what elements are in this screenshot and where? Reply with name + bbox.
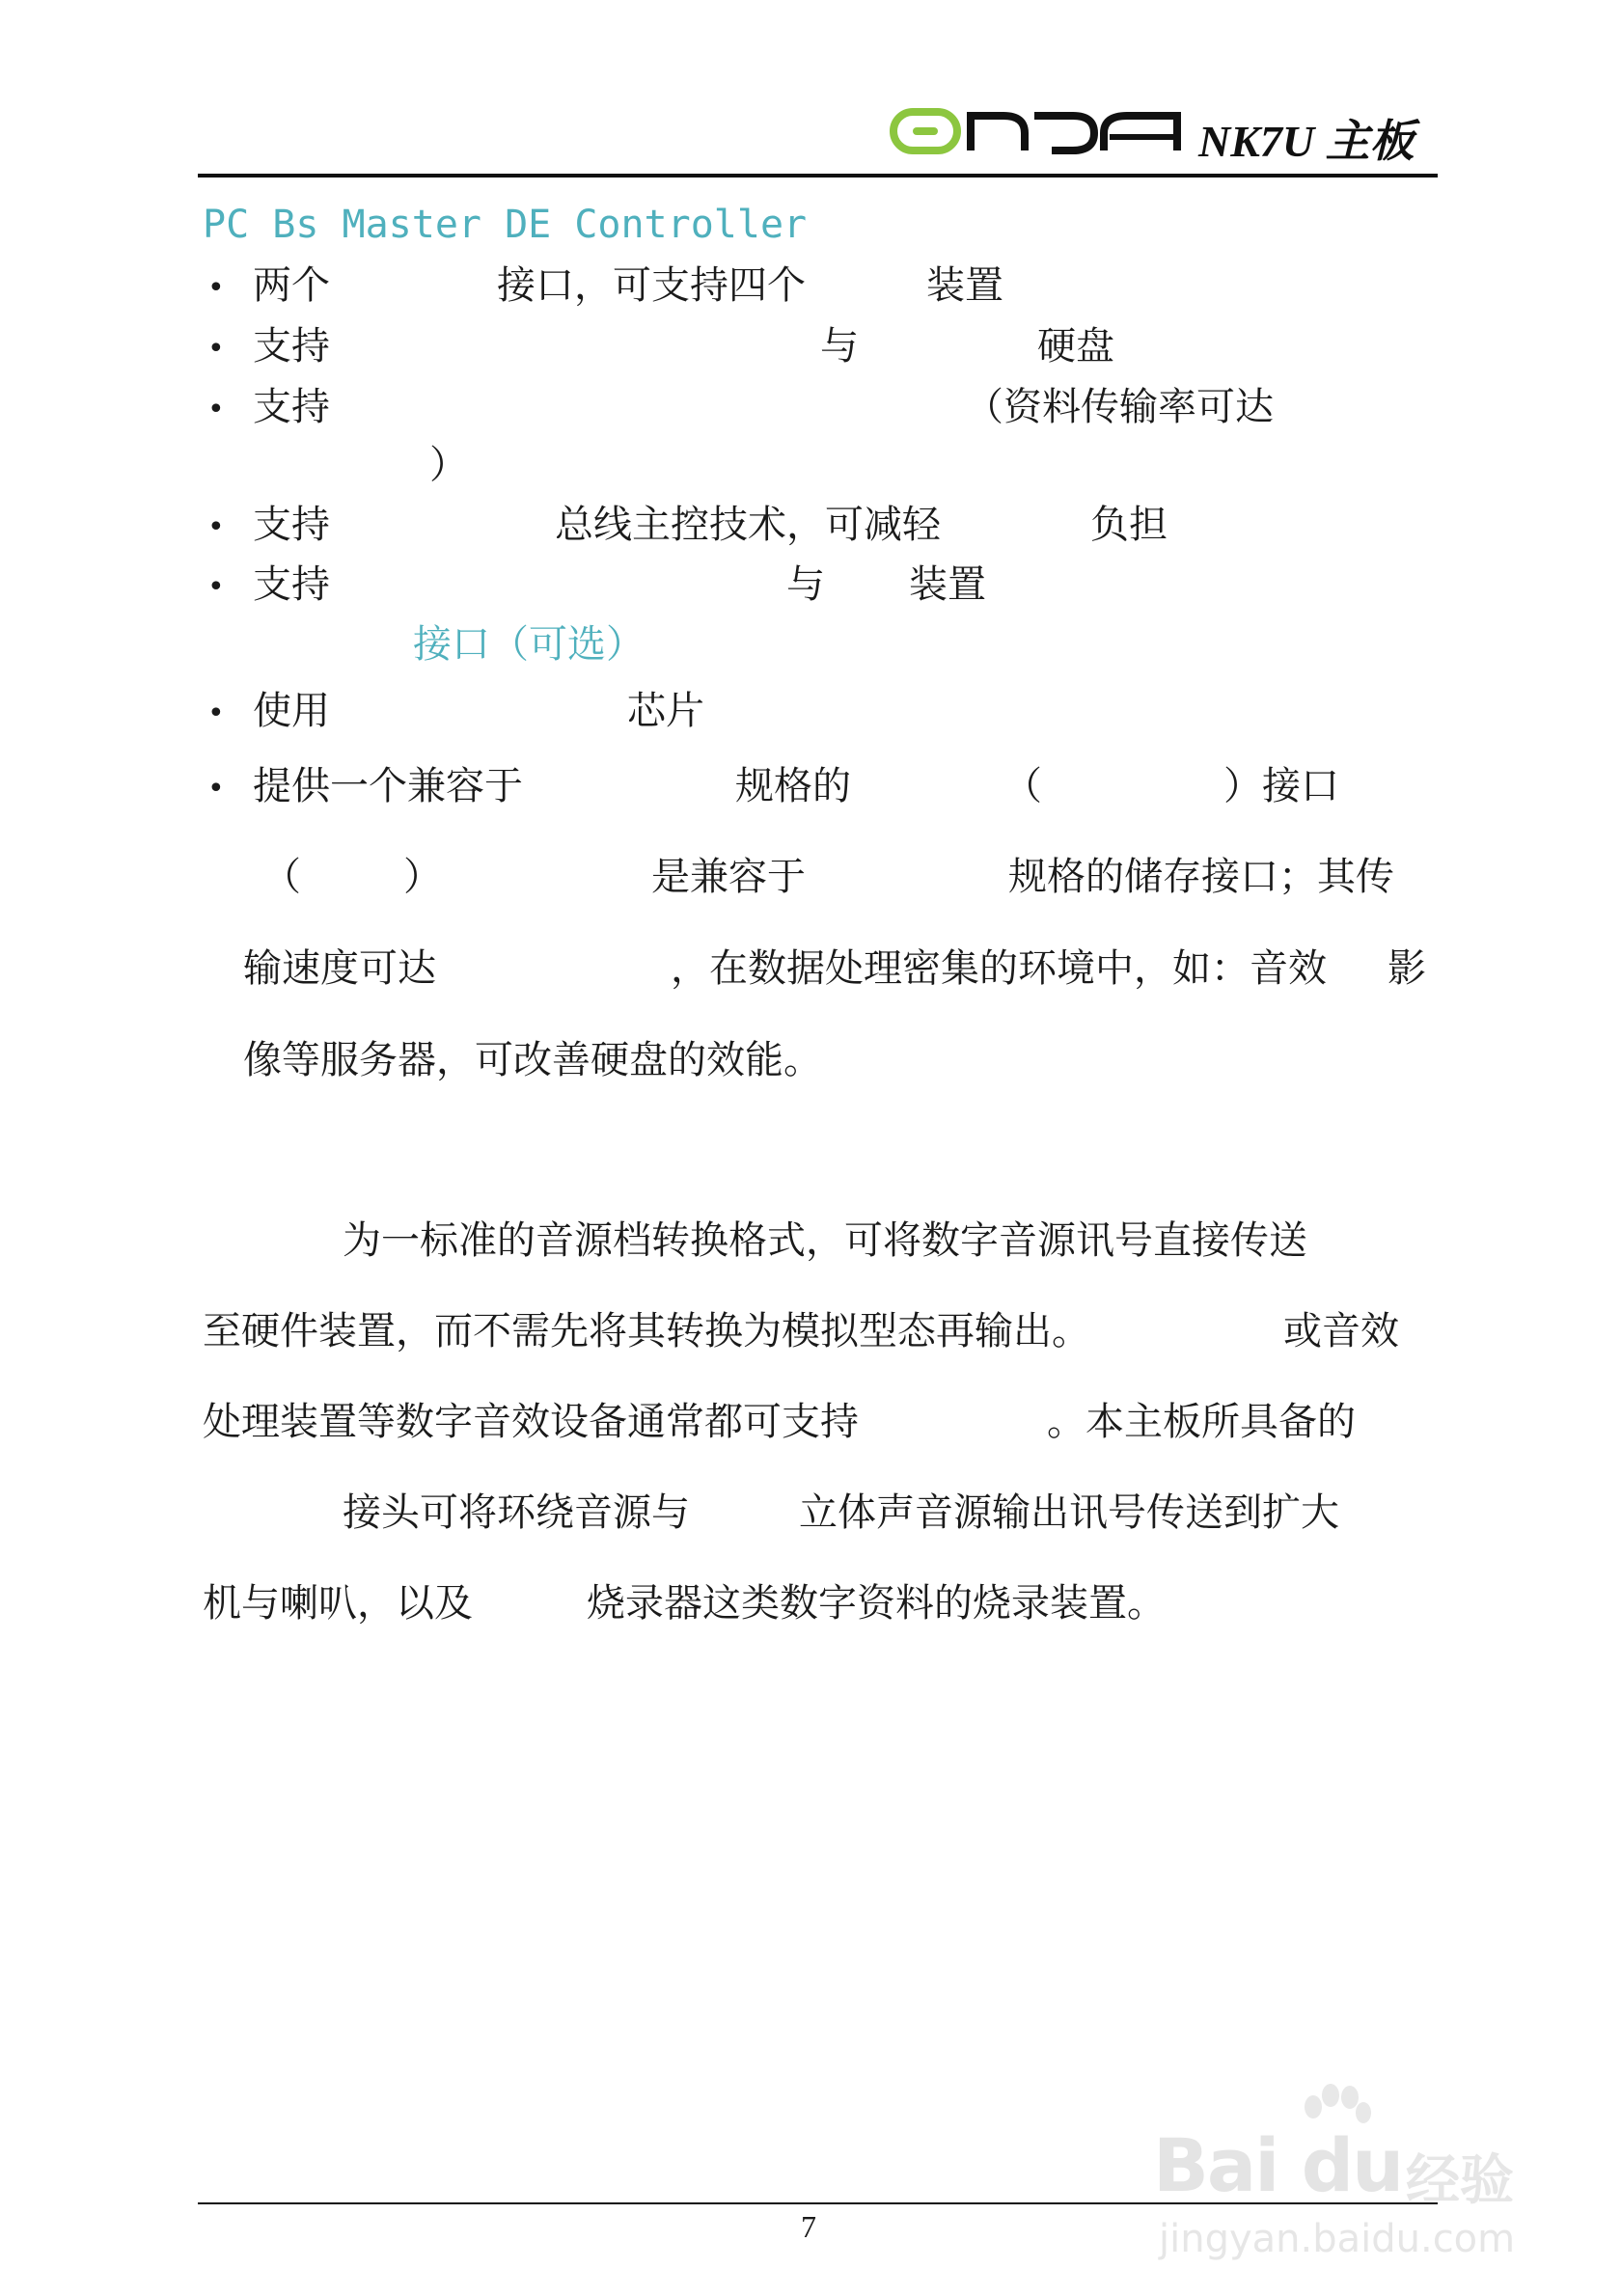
bullet-7-text-c: （ [1003,764,1042,808]
bullet-4-text-b: 总线主控技术，可减轻 [555,503,941,547]
bullet-5-text-b: 与 [786,562,825,607]
paragraph1-line2-a: 输速度可达 [243,946,436,991]
bullet-7-text-d: ）接口 [1223,764,1339,808]
bullet-dot: • [207,510,225,544]
bullet-2-text-c: 硬盘 [1037,324,1114,369]
watermark-url: jingyan.baidu.com [1159,2217,1516,2261]
paragraph2-line4-b: 立体声音源输出讯号传送到扩大 [799,1490,1339,1535]
paragraph1-line2-b: ，在数据处理密集的环境中，如：音效 [671,946,1327,991]
header-divider [198,174,1438,178]
bullet-6-text-b: 芯片 [627,689,704,733]
bullet-3-continuation: ） [429,443,468,487]
paragraph1-line1-c: 是兼容于 [651,855,806,899]
paragraph1-line2-c: 影 [1387,946,1426,991]
bullet-dot: • [207,332,225,366]
bullet-7-text-a: 提供一个兼容于 [253,764,523,808]
bullet-dot: • [207,772,225,806]
paragraph2-line2-a: 至硬件装置，而不需先将其转换为模拟型态再输出。 [203,1309,1090,1353]
bullet-1-text-a: 两个 [253,263,330,308]
paragraph2-line4-a: 接头可将环绕音源与 [343,1490,690,1535]
paragraph1-line3: 像等服务器，可改善硬盘的效能。 [243,1038,822,1082]
paragraph2-line5-a: 机与喇叭，以及 [203,1581,473,1626]
bullet-1-text-b: 接口，可支持四个 [497,263,806,308]
bullet-dot: • [207,271,225,305]
paragraph1-line1-b: ） [403,855,442,899]
bullet-5-continuation: 接口（可选） [413,622,645,667]
watermark-jingyan: 经验 [1406,2149,1514,2212]
paragraph1-line1-d: 规格的储存接口；其传 [1008,855,1394,899]
bullet-dot: • [207,697,225,730]
bullet-dot: • [207,570,225,604]
paragraph2-line1: 为一标准的音源档转换格式，可将数字音源讯号直接传送 [343,1218,1307,1263]
paragraph2-line2-b: 或音效 [1283,1309,1399,1353]
paragraph2-line5-b: 烧录器这类数字资料的烧录装置。 [587,1581,1166,1626]
bullet-5-text-c: 装置 [909,562,986,607]
paragraph1-line1-a: （ [262,855,301,899]
watermark-brand: Bai du [1153,2122,1403,2208]
paragraph2-line3-a: 处理装置等数字音效设备通常都可支持 [203,1400,859,1444]
onda-logo [890,108,1181,154]
baidu-jingyan-watermark [1153,2084,1549,2286]
bullet-4-text-a: 支持 [253,503,330,547]
page-number: 7 [801,2209,816,2244]
bullet-7-text-b: 规格的 [735,764,851,808]
bullet-1-text-c: 装置 [926,263,1003,308]
bullet-3-text-b: （资料传输率可达 [965,385,1274,429]
bullet-dot: • [207,393,225,426]
section-heading: PC Bs Master DE Controller [203,203,808,247]
bullet-6-text-a: 使用 [253,689,330,733]
bullet-4-text-c: 负担 [1090,503,1168,547]
bullet-5-text-a: 支持 [253,562,330,607]
bullet-3-text-a: 支持 [253,385,330,429]
paragraph2-line3-b: 。本主板所具备的 [1047,1400,1356,1444]
bullet-2-text-b: 与 [820,324,859,369]
document-title: NK7U 主板 [1198,117,1415,166]
bullet-2-text-a: 支持 [253,324,330,369]
